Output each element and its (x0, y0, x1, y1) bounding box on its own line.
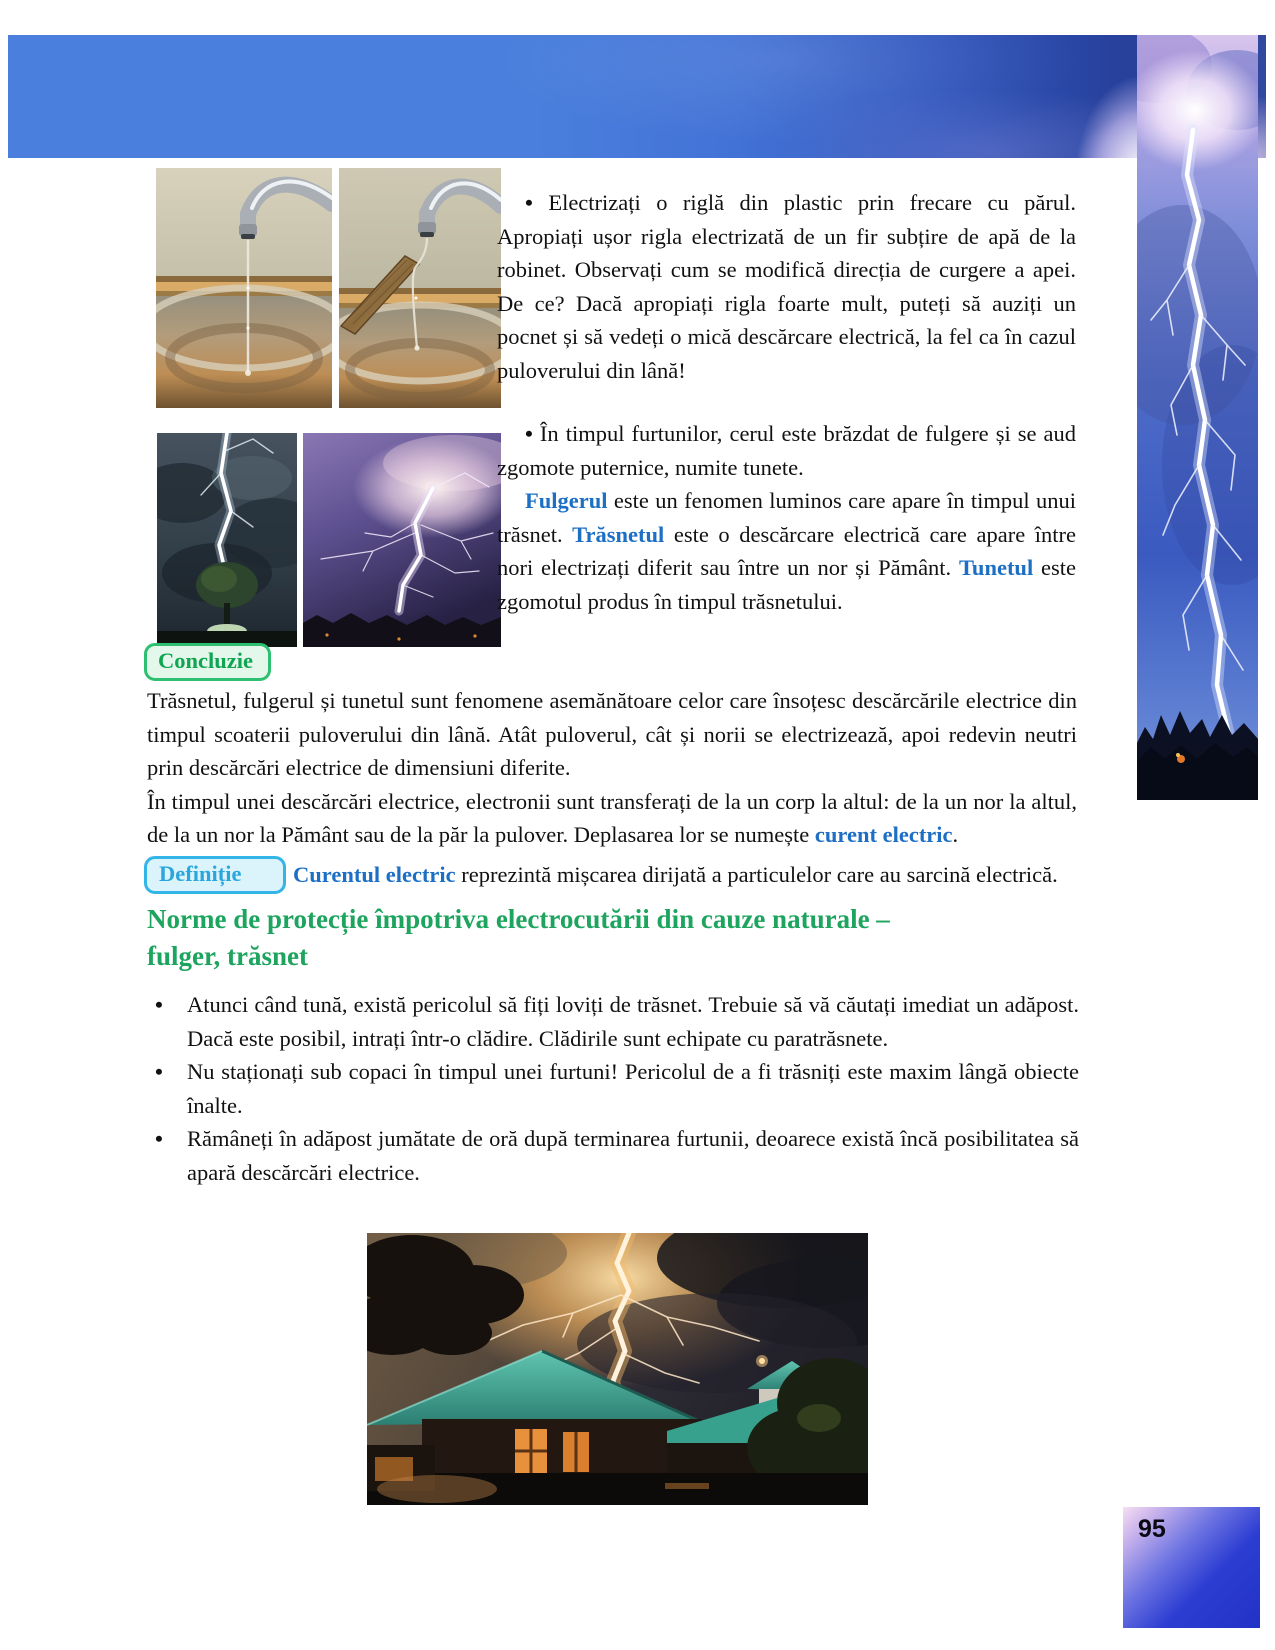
definition-badge: Definiție (144, 856, 286, 894)
faucet-figure-1-art (156, 168, 332, 408)
conclusion-paragraph-1: Trăsnetul, fulgerul și tunetul sunt fenomene asemănătoare celor care însoțesc descărcările electrice din timpul scoaterii puloverului din lână. Atât puloverul, cât și norii se electrizează, apoi redevin neutri prin descărcări electrice de dimensiuni diferite. (147, 688, 1077, 780)
intro-paragraph-1-block (497, 186, 1076, 387)
bullet-glyph: • (155, 992, 163, 1017)
intro-paragraph-2-block (497, 417, 1076, 618)
protection-bullet-list (147, 988, 1079, 1189)
section-heading-line1: Norme de protecție împotriva electrocutării din cauze naturale – (147, 904, 890, 934)
intro-paragraph-2-text: În timpul furtunilor, cerul este brăzdat de fulgere și se aud zgomote puternice, numite tunete. (497, 421, 1076, 480)
protection-bullet-item (147, 1055, 1079, 1122)
intro-paragraph-1 (497, 186, 1076, 387)
bullet-glyph: • (155, 1059, 163, 1084)
bullet-glyph: • (155, 1126, 163, 1151)
definition-sentence: Curentul electric reprezintă mișcarea dirijată a particulelor care au sarcină electrică. (293, 862, 1058, 887)
intro-paragraph-1-text: Electrizați o riglă din plastic prin frecare cu părul. Apropiați ușor rigla electrizată de un fir subțire de apă de la robinet. Observați cum se modifică direcția de curgere a apei. De ce? Dacă apropiați rigla foarte mult, puteți să auziți un pocnet și să vedeți o mică descărcare electrică, la fel ca în cazul puloverului din lână! (497, 190, 1076, 383)
faucet-ruler-figure-2 (339, 168, 501, 408)
section-heading (147, 901, 1087, 975)
section-heading-line2: fulger, trăsnet (147, 941, 308, 971)
protection-bullet-text: Atunci când tună, există pericolul să fiți loviți de trăsnet. Trebuie să vă căutați imediat un adăpost. Dacă este posibil, intrați într-o clădire. Clădirile sunt echipate cu paratrăsnete. (187, 992, 1079, 1051)
page-number: 95 (1138, 1515, 1166, 1543)
definition-text (293, 858, 1076, 892)
header-band (8, 35, 1266, 158)
village-lightning-figure (367, 1233, 868, 1505)
protection-bullet-item (147, 1122, 1079, 1189)
bullet-glyph: • (525, 421, 533, 446)
bullet-glyph: • (525, 190, 533, 215)
protection-bullet-text: Nu staționați sub copaci în timpul unei furtuni! Pericolul de a fi trăsniți este maxim lângă obiecte înalte. (187, 1059, 1079, 1118)
lightning-tree-figure (157, 433, 297, 647)
lightning-branched-figure (303, 433, 501, 647)
conclusion-text-block (147, 684, 1077, 852)
lightning-branched-art (303, 433, 501, 647)
conclusion-paragraph-2: În timpul unei descărcări electrice, electronii sunt transferați de la un corp la altul: de la un nor la altul, de la un nor la Pământ sau de la păr la pulover. Deplasarea lor se numește curent electric. (147, 788, 1077, 847)
faucet-water-figure-1 (156, 168, 332, 408)
lightning-strip-art (1137, 35, 1258, 800)
lightning-tree-art (157, 433, 297, 647)
conclusion-badge: Concluzie (144, 643, 271, 681)
lightning-strip-photo (1137, 35, 1258, 800)
village-lightning-art (367, 1233, 868, 1505)
protection-bullet-item (147, 988, 1079, 1055)
faucet-figure-2-art (339, 168, 501, 408)
intro-paragraph-3: Fulgerul este un fenomen luminos care apare în timpul unui trăsnet. Trăsnetul este o descărcare electrică care apare între nori electrizați diferit sau între un nor și Pământ. Tunetul este zgomotul produs în timpul trăsnetului. (497, 488, 1076, 614)
intro-paragraph-2 (497, 417, 1076, 484)
protection-bullet-text: Rămâneți în adăpost jumătate de oră după terminarea furtunii, deoarece există încă posibilitatea să apară descărcări electrice. (187, 1126, 1079, 1185)
page-number-block (1123, 1507, 1260, 1628)
